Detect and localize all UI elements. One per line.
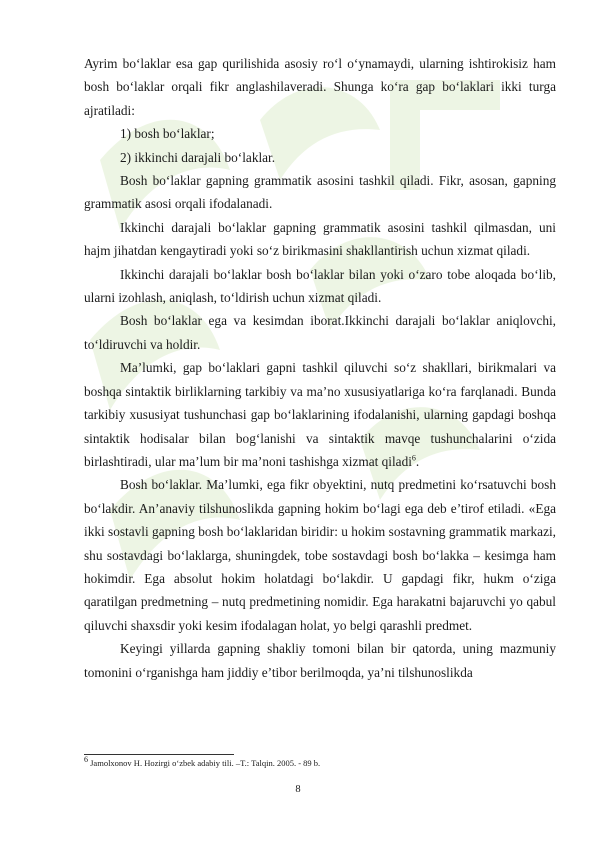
paragraph: Bosh bo‘laklar gapning grammatik asosini tashkil qiladi. Fikr, asosan, gapning grammatik asosi orqali ifodalanadi. <box>84 173 556 212</box>
list-item: 1) bosh bo‘laklar; <box>120 126 215 142</box>
document-body <box>84 52 556 684</box>
paragraph-text: Ma’lumki, gap bo‘laklari gapni tashkil qiluvchi so‘z shakllari, birikmalari va boshqa sintaktik birliklarning tarkibiy va ma’no xususiyatlariga ko‘ra farqlanadi. Bunda tarkibiy xususiyat tushunchasi gap bo‘laklarining ifodalanishi, ularning gapdagi boshqa sintaktik hodisalar bilan bog‘lanishi va sintaktik mavqe tushunchalarini o‘zida birlashtiradi, ular ma’lum bir ma’noni tashishga xizmat qiladi <box>84 360 556 469</box>
page-number: 8 <box>295 784 301 795</box>
footnote <box>84 755 556 769</box>
footnote-text: Jamolxonov H. Hozirgi o‘zbek adabiy tili. –T.: Talqin. 2005. - 89 b. <box>90 758 321 768</box>
footnote-divider <box>84 754 234 755</box>
paragraph: Ikkinchi darajali bo‘laklar bosh bo‘laklar bilan yoki o‘zaro tobe aloqada bo‘lib, ularni izohlash, aniqlash, to‘ldirish uchun xizmat qiladi. <box>84 266 556 306</box>
footnote-reference[interactable]: 6 <box>411 453 416 463</box>
paragraph: Ayrim bo‘laklar esa gap qurilishida asosiy ro‘l o‘ynamaydi, ularning ishtirokisiz ham bosh bo‘laklar orqali fikr anglashilaveradi. Shunga ko‘ra gap bo‘laklari ikki turga ajratiladi: <box>84 56 556 118</box>
list-item: 2) ikkinchi darajali bo‘laklar. <box>120 149 276 165</box>
paragraph: Ma’lumki, gap bo‘laklari gapni tashkil qiluvchi so‘z shakllari, birikmalari va boshqa sintaktik birliklarning tarkibiy va ma’no xususiyatlariga ko‘ra farqlanadi. Bunda tarkibiy xususiyat tushunchasi gap bo‘laklarining ifodalanishi, ularning gapdagi boshqa sintaktik hodisalar bilan bog‘lanishi va sintaktik mavqe tushunchalarini o‘zida birlashtiradi, ular ma’lum bir ma’noni tashishga xizmat qiladi$^6$. <box>84 360 556 469</box>
paragraph: Bosh bo‘laklar. Ma’lumki, ega fikr obyektini, nutq predmetini ko‘rsatuvchi bosh bo‘lakdir. An’anaviy tilshunoslikda gapning hokim bo‘lagi ega deb e’tirof etiladi. «Ega ikki sostavli gapning bosh bo‘laklaridan biridir: u hokim sostavning grammatik markazi, shu sostavdagi bo‘laklarga, shuningdek, tobe sostavdagi bosh bo‘lakka – kesimga ham hokimdir. Ega absolut hokim holatdagi bo‘lakdir. U gapdagi fikr, hukm o‘ziga qaratilgan predmetning – nutq predmetining nomidir. Ega harakatni bajaruvchi yo qabul qiluvchi shaxsdir yoki kesim ifodalagan holat, yo belgi qarashli predmet. <box>84 477 556 633</box>
footnote-mark: 6 <box>84 755 88 765</box>
paragraph: Ikkinchi darajali bo‘laklar gapning grammatik asosini tashkil qilmasdan, uni hajm jihatdan kengaytiradi yoki so‘z birikmasini shakllantirish uchun xizmat qiladi. <box>84 219 556 259</box>
paragraph: Keyingi yillarda gapning shakliy tomoni bilan bir qatorda, uning mazmuniy tomonini o‘rganishga ham jiddiy e’tibor berilmoqda, ya’ni tilshunoslikda <box>84 641 556 680</box>
paragraph: Bosh bo‘laklar ega va kesimdan iborat.Ikkinchi darajali bo‘laklar aniqlovchi, to‘ldiruvchi va holdir. <box>84 313 556 352</box>
